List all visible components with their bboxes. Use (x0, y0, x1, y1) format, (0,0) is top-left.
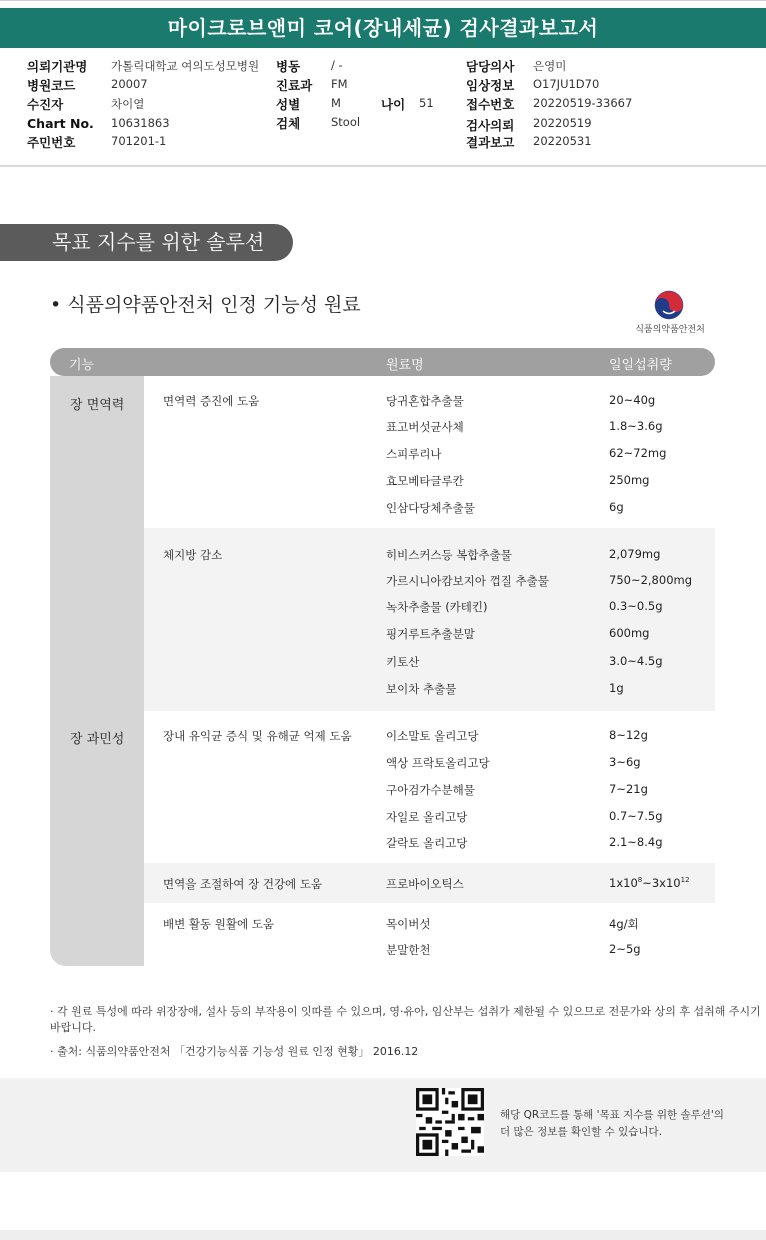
ingredient-cell: 녹차추출물 (카테킨) (386, 600, 488, 614)
ingredient-cell: 핑거루트추출분말 (386, 627, 475, 641)
result-label: 결과보고 (466, 135, 515, 150)
amount-cell: 1.8~3.6g (609, 419, 663, 433)
request-label: 검사의뢰 (466, 118, 515, 133)
ingredient-cell: 효모베타글루칸 (386, 474, 464, 488)
ingredient-cell: 갈락토 올리고당 (386, 836, 468, 850)
ingredient-cell: 이소말토 올리고당 (386, 729, 479, 743)
ingredient-cell: 히비스커스등 복합추출물 (386, 548, 512, 562)
patient-info (0, 55, 766, 155)
amount-cell: 0.3~0.5g (609, 599, 663, 613)
dept-value: FM (331, 77, 348, 91)
age-label: 나이 (381, 97, 406, 112)
bottom-strip (0, 1230, 766, 1240)
ingredient-cell: 프로바이오틱스 (386, 877, 464, 891)
ingredient-cell: 스피루리나 (386, 447, 442, 461)
sex-value: M (331, 96, 341, 110)
category-label-immunity: 장 면역력 (70, 398, 125, 413)
ingredient-cell: 액상 프락토올리고당 (386, 756, 490, 770)
institution-value: 가톨릭대학교 여의도성모병원 (111, 59, 260, 73)
clinical-label: 임상정보 (466, 78, 515, 93)
note-source: · 출처: 식품의약품안전처 「건강기능식품 기능성 원료 인정 현황」 2016.12 (50, 1045, 419, 1058)
function-cell: 면역력 증진에 도움 (163, 394, 260, 408)
ward-value: / - (331, 58, 343, 72)
doctor-value: 은영미 (533, 59, 567, 73)
specimen-value: Stool (331, 115, 361, 129)
ingredient-cell: 자일로 올리고당 (386, 810, 468, 824)
amount-cell: 3~6g (609, 755, 641, 769)
institution-label: 의뢰기관명 (27, 59, 88, 74)
hospital-code-label: 병원코드 (27, 78, 76, 93)
age-value: 51 (419, 96, 434, 110)
amount-cell-probiotics (609, 876, 690, 890)
resident-label: 주민번호 (27, 135, 76, 150)
amount-cell: 3.0~4.5g (609, 654, 663, 668)
mfds-logo-icon (654, 290, 684, 320)
specimen-label: 검체 (276, 116, 301, 131)
qr-text-line: 더 많은 정보를 확인할 수 있습니다. (500, 1126, 663, 1138)
clinical-value: O17JU1D70 (533, 77, 600, 91)
request-value: 20220519 (533, 116, 592, 130)
note-side-effects: · 각 원료 특성에 따라 위장장애, 설사 등의 부작용이 잇따를 수 있으며, 영·유아, 임산부는 섭취가 제한될 수 있으므로 전문가와 상의 후 섭취해 주시기 바랍니다. (50, 1005, 761, 1034)
table-header (50, 348, 715, 376)
category-bg-sensitivity (50, 711, 144, 966)
notes (50, 1003, 766, 1067)
report-title: 마이크로브앤미 코어(장내세균) 검사결과보고서 (0, 8, 766, 48)
amount-cell: 2.1~8.4g (609, 835, 663, 849)
mfds-label: 식품의약품안전처 (635, 325, 705, 335)
amount-cell: 4g/회 (609, 917, 639, 931)
amount-exponent: 12 (680, 876, 690, 885)
category-label-sensitivity: 장 과민성 (70, 732, 125, 747)
ingredient-cell: 구아검가수분해물 (386, 783, 475, 797)
category-bg-immunity (50, 376, 144, 711)
recipient-value: 차이열 (111, 97, 145, 111)
chart-value: 10631863 (111, 116, 170, 130)
amount-cell: 600mg (609, 626, 650, 640)
ingredient-cell: 분말한천 (386, 943, 431, 957)
receipt-label: 접수번호 (466, 97, 515, 112)
doctor-label: 담당의사 (466, 59, 515, 74)
function-cell: 배변 활동 원활에 도움 (163, 917, 274, 931)
amount-cell: 7~21g (609, 782, 648, 796)
ingredient-cell: 키토산 (386, 655, 420, 669)
header-intake: 일일섭취량 (609, 358, 672, 373)
ingredient-cell: 당귀혼합추출물 (386, 394, 464, 408)
ingredient-cell: 목이버섯 (386, 917, 431, 931)
ingredient-cell: 가르시니아캄보지아 껍질 추출물 (386, 574, 549, 588)
section-header: 목표 지수를 위한 솔루션 (0, 224, 293, 261)
function-cell: 면역을 조절하여 장 건강에 도움 (163, 877, 323, 891)
header-ingredient: 원료명 (386, 358, 424, 373)
amount-cell: 2~5g (609, 942, 641, 956)
resident-value: 701201-1 (111, 134, 167, 148)
amount-cell: 20~40g (609, 393, 656, 407)
qr-description (500, 1107, 724, 1141)
ingredient-cell: 보이차 추출물 (386, 682, 457, 696)
qr-code-icon[interactable] (416, 1088, 484, 1156)
amount-cell: 250mg (609, 473, 650, 487)
amount-cell: 1g (609, 681, 624, 695)
amount-cell: 62~72mg (609, 446, 667, 460)
chart-label: Chart No. (27, 116, 94, 131)
ingredient-cell: 표고버섯균사체 (386, 420, 464, 434)
amount-cell: 6g (609, 500, 624, 514)
amount-cell: 2,079mg (609, 547, 661, 561)
top-border (0, 0, 766, 8)
sex-label: 성별 (276, 97, 301, 112)
section-subtitle: • 식품의약품안전처 인정 기능성 원료 (50, 294, 361, 316)
amount-exponent: 8 (637, 876, 643, 885)
qr-text-line: 해당 QR코드를 통해 '목표 지수를 위한 솔루션'의 (500, 1109, 724, 1121)
amount-cell: 750~2,800mg (609, 573, 693, 587)
function-cell: 체지방 감소 (163, 548, 223, 562)
amount-base: 1x10 (609, 876, 638, 890)
amount-cell: 0.7~7.5g (609, 809, 663, 823)
divider (0, 165, 766, 167)
hospital-code-value: 20007 (111, 77, 148, 91)
ward-label: 병동 (276, 59, 301, 74)
dept-label: 진료과 (276, 78, 313, 93)
recipient-label: 수진자 (27, 97, 64, 112)
header-function: 기능 (69, 358, 95, 373)
result-value: 20220531 (533, 134, 592, 148)
function-cell: 장내 유익균 증식 및 유해균 억제 도움 (163, 729, 352, 743)
ingredient-cell: 인삼다당체추출물 (386, 501, 475, 515)
receipt-value: 20220519-33667 (533, 96, 633, 110)
amount-cell: 8~12g (609, 728, 648, 742)
amount-range: ~3x10 (642, 876, 681, 890)
